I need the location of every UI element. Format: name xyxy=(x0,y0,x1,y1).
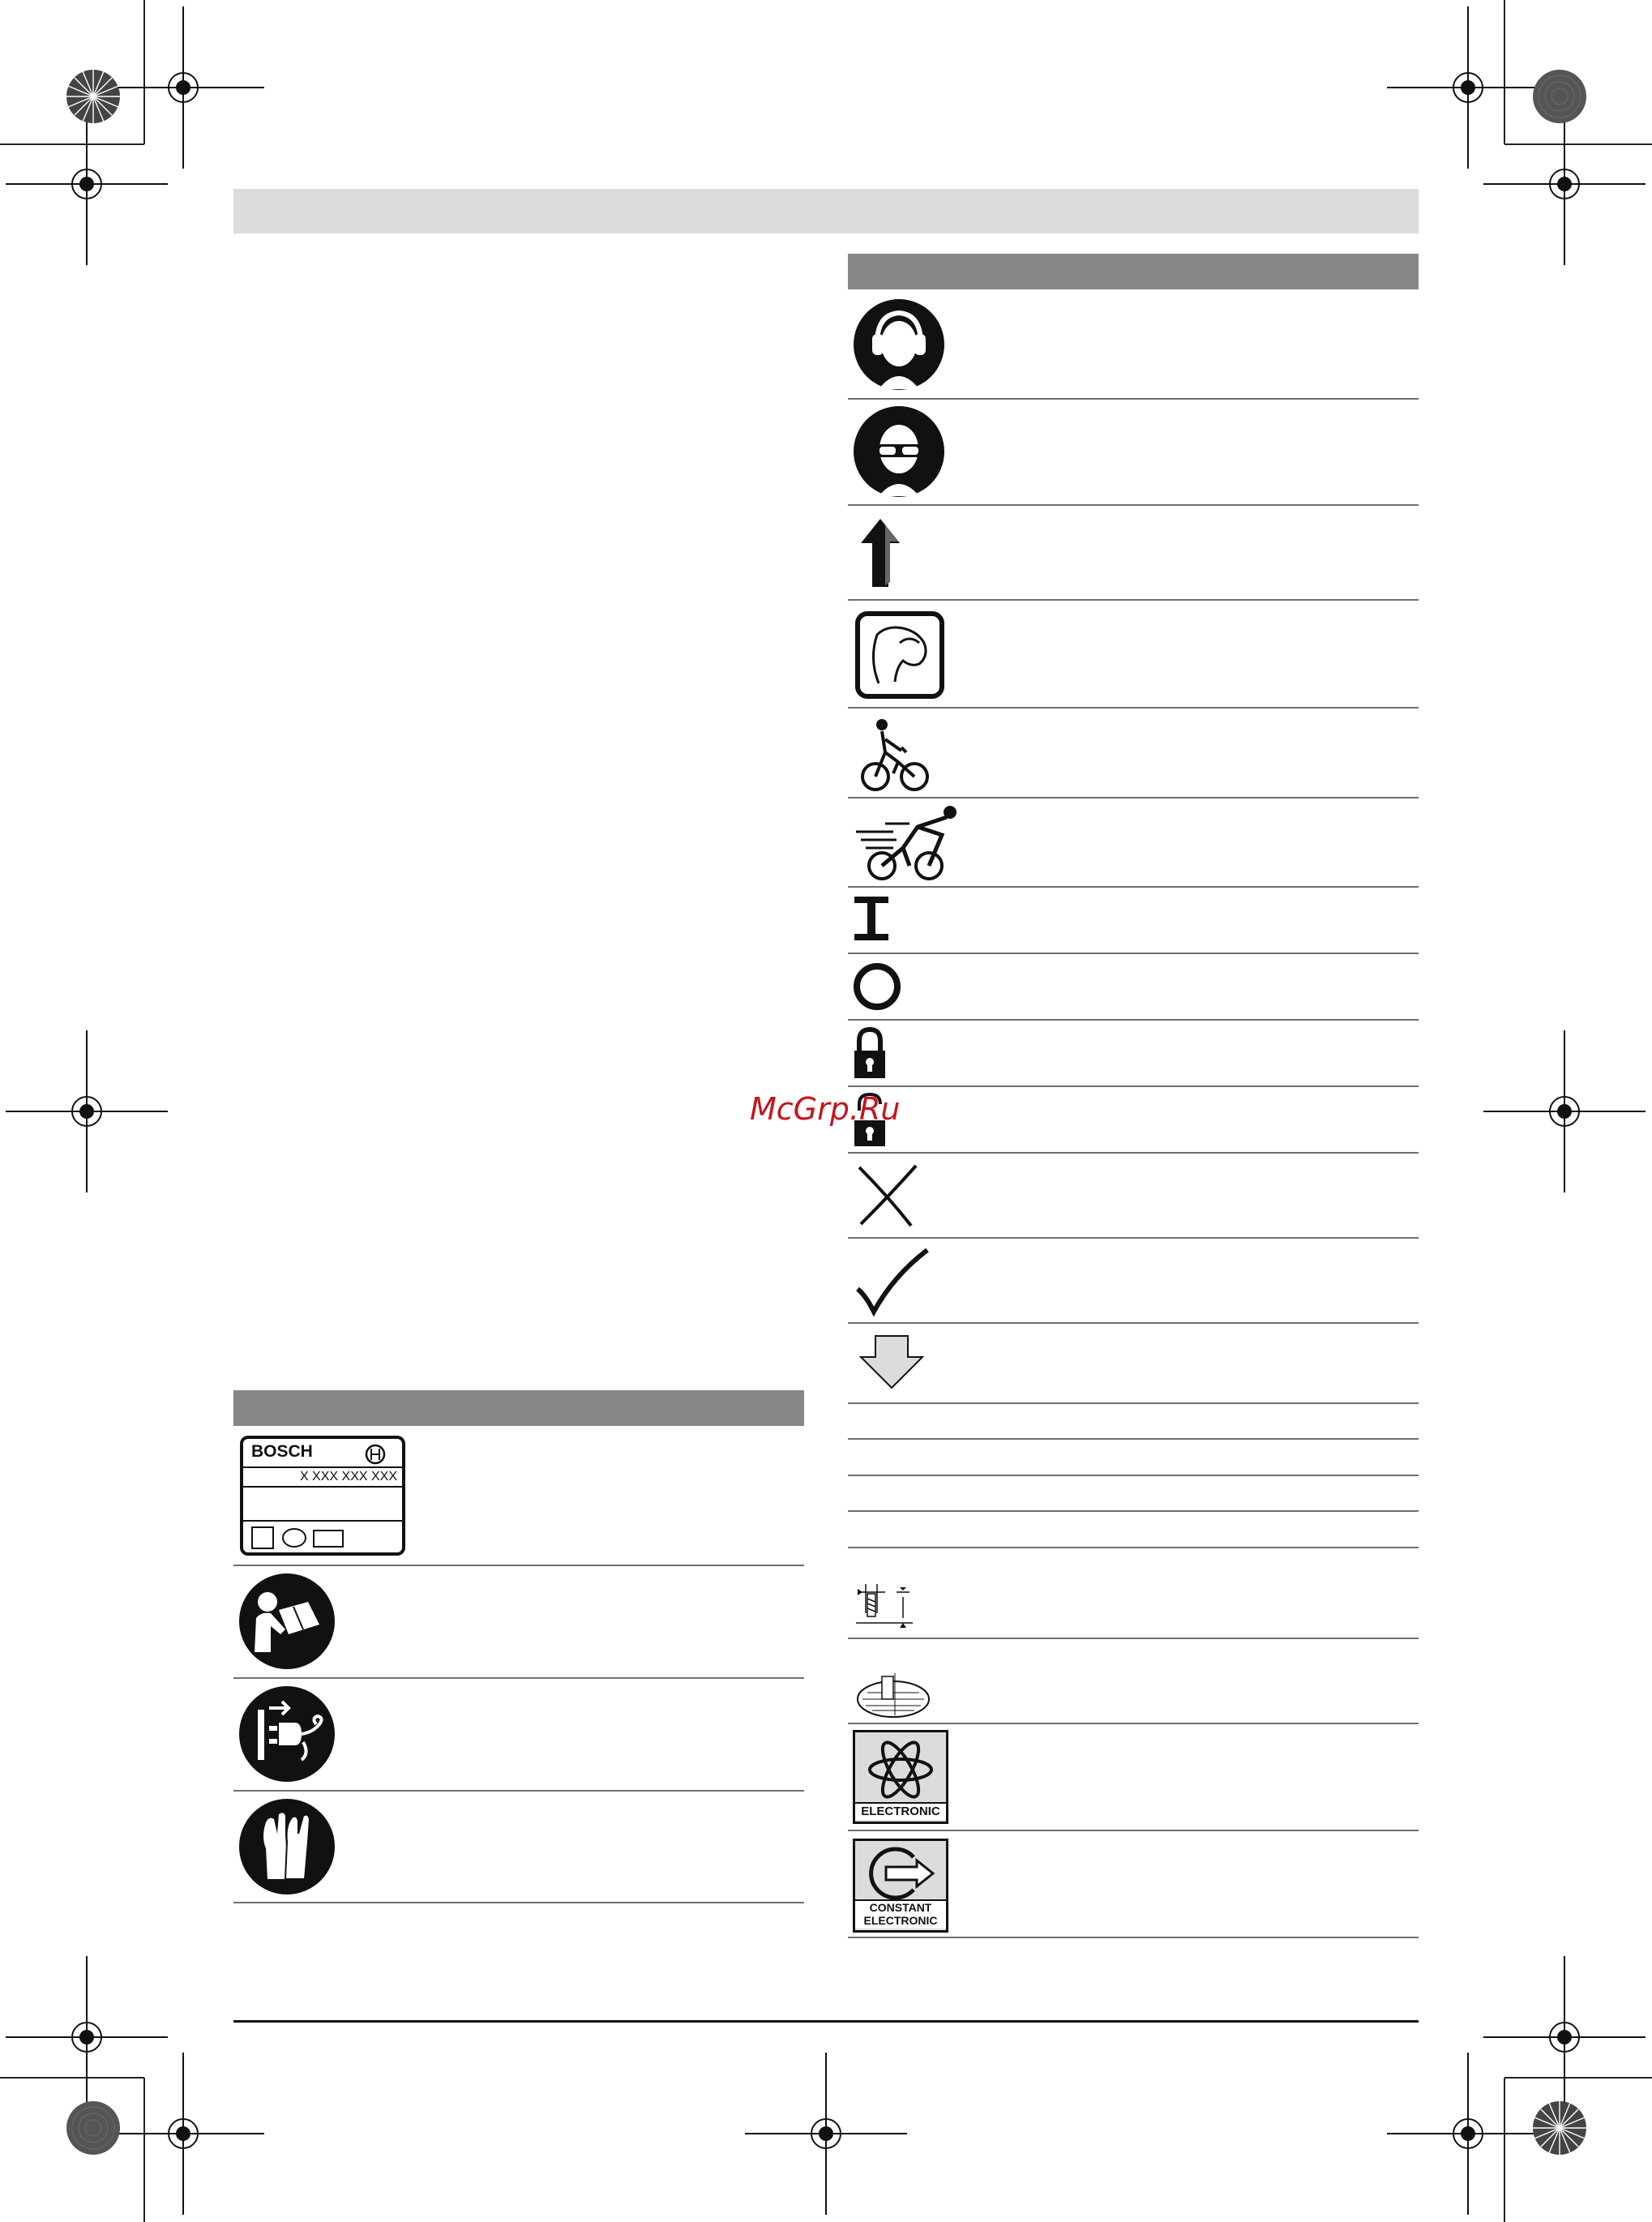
type-plate-number: X XXX XXX XXX xyxy=(299,1470,397,1483)
row-divider xyxy=(233,1677,804,1679)
row-divider xyxy=(848,398,1419,400)
registration-target-icon xyxy=(6,1030,168,1192)
constant-electronic-badge xyxy=(853,1839,948,1933)
protective-gloves-icon xyxy=(238,1798,336,1895)
row-divider xyxy=(848,1322,1419,1324)
slow-speed-cyclist-icon xyxy=(854,715,932,793)
row-divider xyxy=(848,1402,1419,1404)
row-divider xyxy=(848,599,1419,601)
registration-target-icon xyxy=(1387,2053,1549,2215)
row-divider xyxy=(848,1638,1419,1639)
type-plate-brand: BOSCH xyxy=(251,1442,313,1461)
type-plate-circle-symbol xyxy=(282,1528,306,1548)
row-divider xyxy=(848,1830,1419,1831)
electronic-badge xyxy=(853,1730,948,1824)
unplug-power-icon xyxy=(238,1685,336,1783)
type-plate-mid-rule xyxy=(243,1486,402,1488)
row-divider xyxy=(233,1902,804,1903)
electronic-label: ELECTRONIC xyxy=(855,1802,946,1820)
cross-mark-icon xyxy=(854,1162,919,1229)
type-plate-square-symbol xyxy=(251,1526,274,1549)
row-divider xyxy=(848,1438,1419,1440)
row-divider xyxy=(848,1085,1419,1087)
depth-setting-icon xyxy=(854,1581,914,1633)
registration-target-icon xyxy=(1483,1030,1646,1192)
row-divider xyxy=(848,504,1419,506)
row-divider xyxy=(848,886,1419,888)
page-header-band xyxy=(233,189,1419,233)
row-divider xyxy=(848,1937,1419,1938)
footer-rule xyxy=(233,2020,1419,2023)
type-plate-bottom-rule xyxy=(243,1520,402,1522)
type-plate-rect-symbol xyxy=(313,1530,344,1548)
row-divider xyxy=(848,1019,1419,1021)
eye-protection-icon xyxy=(853,405,945,498)
fast-speed-cyclist-icon xyxy=(853,803,960,882)
row-divider xyxy=(848,1547,1419,1548)
registration-target-icon xyxy=(6,103,168,265)
row-divider xyxy=(848,1475,1419,1476)
atom-icon xyxy=(867,1736,935,1804)
type-plate-top-rule xyxy=(243,1466,402,1468)
hearing-protection-icon xyxy=(853,298,945,391)
lock-closed-icon xyxy=(853,1026,887,1080)
switch-on-icon xyxy=(853,895,890,942)
starburst-wheel-icon xyxy=(1531,2100,1588,2156)
type-plate xyxy=(240,1436,405,1556)
constant-arrow-icon xyxy=(863,1843,941,1904)
nameplate-table-header xyxy=(233,1390,804,1426)
down-arrow-icon xyxy=(859,1334,924,1389)
switch-off-icon xyxy=(853,962,901,1011)
registration-target-icon xyxy=(1483,103,1646,265)
lift-arrow-icon xyxy=(858,517,903,589)
workpiece-disc-icon xyxy=(854,1668,935,1720)
row-divider xyxy=(848,797,1419,798)
row-divider xyxy=(233,1565,804,1566)
constant-label-line1: CONSTANT xyxy=(869,1901,932,1914)
constant-label-line2: ELECTRONIC xyxy=(863,1914,938,1927)
bosch-logo-icon xyxy=(365,1444,386,1465)
row-divider xyxy=(848,953,1419,954)
gray-disc-icon xyxy=(1531,68,1588,125)
row-divider xyxy=(848,1152,1419,1154)
row-divider xyxy=(848,1237,1419,1239)
row-divider xyxy=(233,1790,804,1792)
strength-arm-icon xyxy=(854,610,945,700)
gray-disc-icon xyxy=(65,2100,122,2156)
read-manual-icon xyxy=(238,1573,336,1670)
watermark-text: McGrp.Ru xyxy=(750,1091,901,1127)
check-mark-icon xyxy=(854,1247,932,1318)
constant-label xyxy=(855,1899,946,1929)
registration-target-icon xyxy=(102,2053,264,2215)
starburst-wheel-icon xyxy=(65,68,122,125)
row-divider xyxy=(848,1510,1419,1512)
symbols-table-header xyxy=(848,254,1419,289)
row-divider xyxy=(848,707,1419,709)
row-divider xyxy=(848,1723,1419,1724)
registration-target-icon xyxy=(745,2053,907,2215)
